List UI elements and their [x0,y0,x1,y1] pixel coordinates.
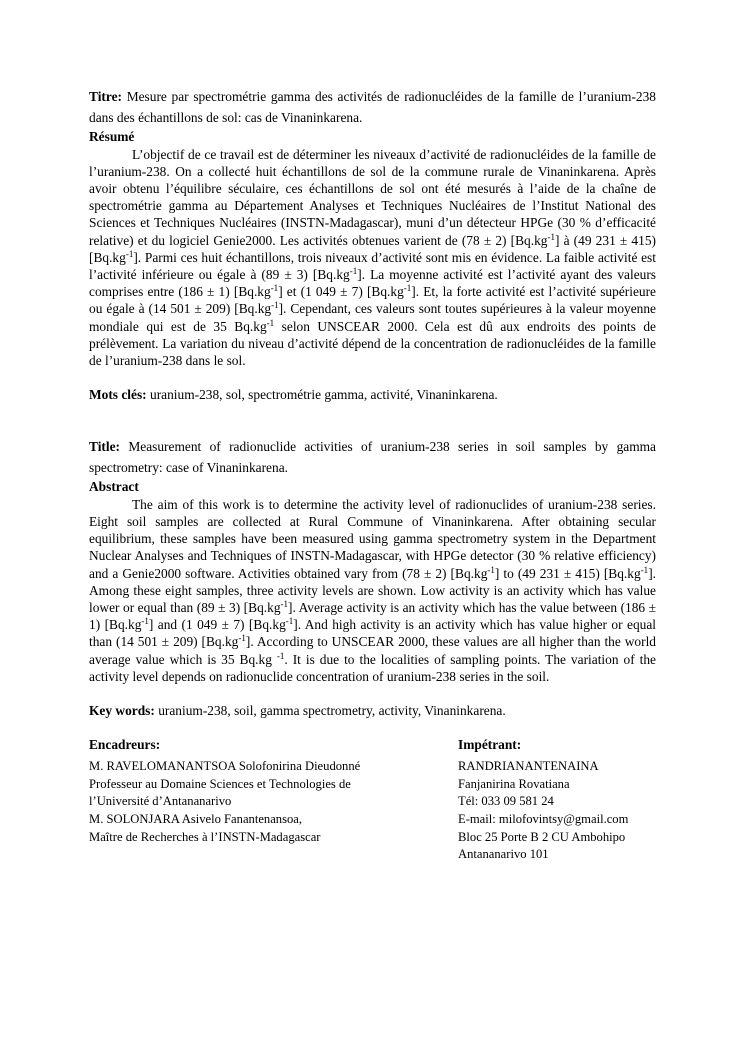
supervisor-line: Maître de Recherches à l’INSTN-Madagascar [89,829,321,844]
english-abstract-part: ] to (49 231 ± 415) [Bq.kg [494,565,641,581]
english-abstract-part: ] and (1 049 ± 7) [Bq.kg [148,617,286,633]
french-abstract-part: L’objectif de ce travail est de déterminer les niveaux d’activité de radionucléides de la famille de l’uranium-238. On a collecté huit échantillons de sol de la commune rurale de Vinaninkarena. Après avoir obtenu l’équilibre séculaire, ces échantillons de sol ont été mesurés à l’aide de la chaîne de spectrométrie gamma au Département Analyses et Techniques Nucléaires de l’Institut National des Sciences et Techniques Nucléaires (INSTN-Madagascar), muni d’un détecteur HPGe (30 % d’efficacité relative) et du logiciel Genie2000. Les activités obtenues varient de (78 ± 2) [Bq.kg [89,146,656,248]
exponent: -1 [640,564,649,575]
english-abstract-heading: Abstract [89,479,139,495]
french-keywords-text: uranium-238, sol, spectrométrie gamma, activité, Vinaninkarena. [150,387,498,403]
supervisor-line: l’Université d’Antananarivo [89,794,232,809]
supervisor-line: M. SOLONJARA Asivelo Fanantenansoa, [89,812,303,827]
exponent: -1 [285,616,294,627]
applicant-heading: Impétrant: [458,737,522,753]
exponent: -1 [280,599,289,610]
french-abstract-part: ]. Parmi ces huit échantillons, trois niveaux d’activité sont mis en évidence. La faible activité est l’activité inférieure ou égale à (89 ± 3) [Bq.kg [89,249,656,282]
french-abstract-part: ] et (1 049 ± 7) [Bq.kg [278,284,404,300]
signature-block [89,736,656,876]
english-keywords [89,702,656,719]
exponent: -1 [238,633,246,644]
english-abstract-part: ]. Among these eight samples, three activity levels are shown. Low activity is an activity which has value lower or equal than (89 ± 3) [Bq.kg [89,565,656,616]
english-abstract [89,496,656,685]
english-title-text: Measurement of radionuclide activities of uranium-238 series in soil samples by gamma spectrometry: case of Vinaninkarena. [89,439,656,475]
french-title-label: Titre: [89,89,122,104]
french-title-text: Mesure par spectrométrie gamma des activités de radionucléides de la famille de l’uranium-238 dans des échantillons de sol: cas de Vinaninkarena. [89,89,656,125]
applicant-line: Antananarivo 101 [458,847,549,862]
supervisor-line: M. RAVELOMANANTSOA Solofonirina Dieudonné [89,759,361,774]
english-abstract-part: ]. According to UNSCEAR 2000, these values are all higher than the world average value which is 35 Bq.kg [89,634,656,667]
applicant-line: Tél: 033 09 581 24 [458,794,554,809]
applicant-line: RANDRIANANTENAINA [458,759,599,774]
french-abstract-part: selon UNSCEAR 2000. Cela est dû aux endroits des points de prélèvement. La variation du niveau d’activité dépend de la concentration de radionucléides de la famille de l’uranium-238 dans le sol. [89,318,656,368]
exponent: -1 [266,317,275,328]
supervisors-column [89,736,449,846]
exponent: -1 [403,283,412,294]
exponent: -1 [276,650,285,661]
exponent: -1 [547,231,555,242]
english-title [89,437,656,478]
english-title-label: Title: [89,439,120,455]
french-abstract-part: ] à (49 231 ± 415) [Bq.kg [89,232,656,265]
french-title [89,87,656,128]
exponent: -1 [141,616,149,627]
english-abstract-part: ]. Average activity is an activity which has the value between (186 ± 1) [Bq.kg [89,600,656,633]
french-abstract-part: ]. Et, la forte activité est l’activité supérieure ou égale à (14 501 ± 209) [Bq.kg [89,284,656,317]
english-abstract-part: The aim of this work is to determine the activity level of radionuclides of uranium-238 series. Eight soil samples are collected at Rural Commune of Vinaninkarena. After obtaining secular equilibrium, these samples have been measured using gamma spectrometry system in the Department Nuclear Analyses and Techniques of INSTN-Madagascar, with HPGe detector (30 % relative efficiency) and a Genie2000 software. Activities obtained vary from (78 ± 2) [Bq.kg [89,496,656,581]
applicant-line: Bloc 25 Porte B 2 CU Ambohipo [458,829,626,844]
french-keywords-label: Mots clés: [89,387,147,403]
supervisors-heading: Encadreurs: [89,737,161,753]
exponent: -1 [271,300,279,311]
document-page [89,87,656,876]
french-keywords [89,386,656,403]
supervisor-line: Professeur au Domaine Sciences et Technologies de [89,776,351,791]
french-abstract-part: ]. La moyenne activité est l’activité ayant des valeurs comprises entre (186 ± 1) [Bq.kg [89,266,656,300]
english-abstract-part: ]. And high activity is an activity which has value higher or equal than (14 501 ± 209) [Bq.kg [89,617,657,650]
exponent: -1 [349,265,358,276]
french-abstract-heading: Résumé [89,129,135,144]
french-abstract-part: ]. Cependant, ces valeurs sont toutes supérieures à la valeur moyenne mondiale qui est de 35 Bq.kg [89,301,657,334]
applicant-email: E-mail: milofovintsy@gmail.com [458,812,629,827]
applicant-line: Fanjanirina Rovatiana [458,776,570,791]
english-keywords-text: uranium-238, soil, gamma spectrometry, activity, Vinaninkarena. [158,703,506,719]
exponent: -1 [125,248,134,259]
applicant-column [458,736,658,864]
english-abstract-part: . It is due to the localities of sampling points. The variation of the activity level depends on radionuclide concentration of uranium-238 series in the soil. [89,651,656,684]
exponent: -1 [270,283,279,294]
english-keywords-label: Key words: [89,703,155,719]
exponent: -1 [487,564,495,575]
french-abstract [89,146,656,370]
